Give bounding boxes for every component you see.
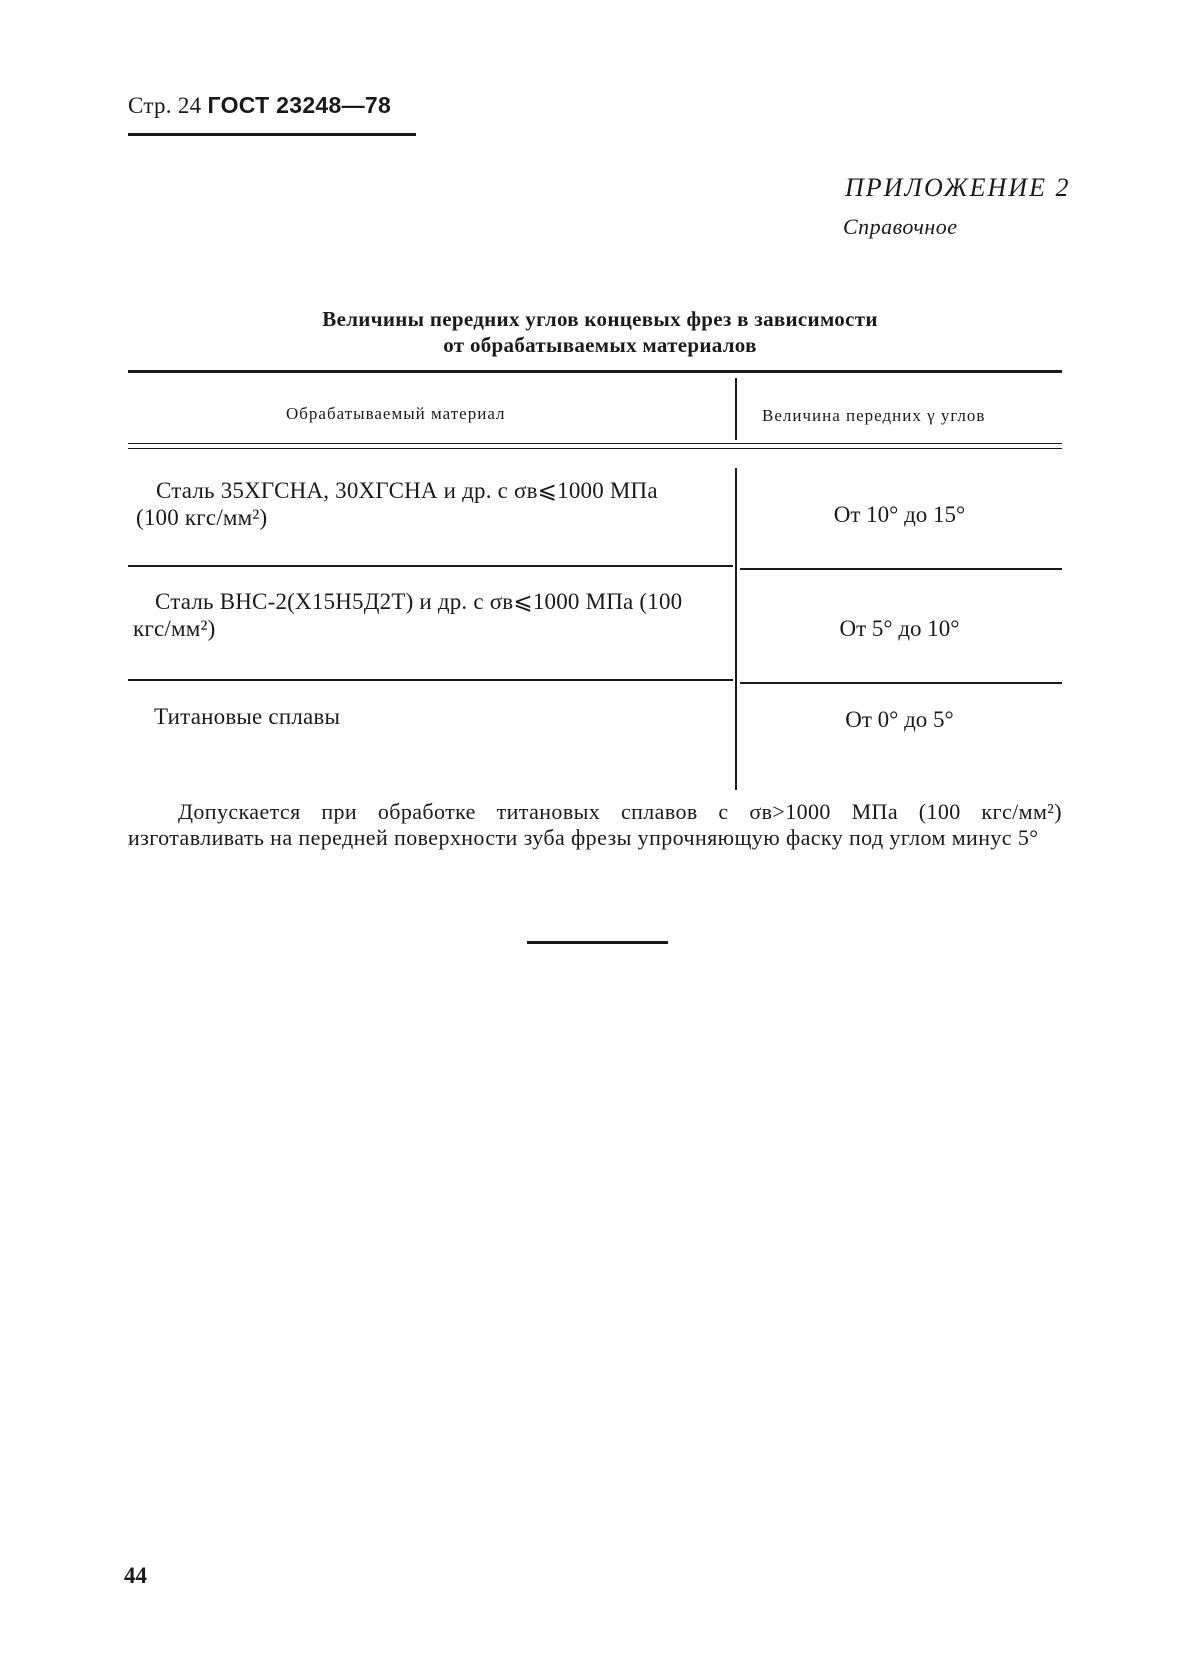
row-2-rule-left bbox=[128, 679, 733, 681]
table-title-line-1: Величины передних углов концевых фрез в зависимости bbox=[322, 307, 878, 331]
column-divider-header bbox=[735, 378, 737, 440]
header-bottom-rule-2 bbox=[128, 448, 1062, 449]
page-label: Стр. 24 bbox=[128, 93, 202, 118]
table-row-3-material: Титановые сплавы bbox=[154, 704, 341, 729]
table-row-1-material: Сталь 35ХГСНА, 30ХГСНА и др. с σв⩽1000 МПа (100 кгс/мм²) bbox=[136, 478, 658, 530]
page-number: 44 bbox=[124, 1563, 147, 1588]
table-row-2-angle: От 5° до 10° bbox=[839, 616, 960, 641]
table-row-2-material: Сталь ВНС-2(Х15Н5Д2Т) и др. с σв⩽1000 МПа (100 кгс/мм²) bbox=[133, 589, 683, 641]
angles-table bbox=[128, 370, 1062, 792]
appendix-subtitle: Справочное bbox=[843, 214, 958, 239]
row-1-rule-left bbox=[128, 565, 733, 567]
column-header-angle: Величина передних γ углов bbox=[762, 406, 986, 425]
end-rule bbox=[527, 941, 668, 944]
table-title bbox=[200, 306, 1000, 358]
row-1-rule-right bbox=[740, 568, 1062, 570]
table-top-rule bbox=[128, 370, 1062, 373]
standard-number: ГОСТ 23248—78 bbox=[207, 92, 392, 118]
table-row-1-angle: От 10° до 15° bbox=[833, 502, 966, 527]
table-row-3-angle: От 0° до 5° bbox=[845, 707, 954, 732]
table-title-line-2: от обрабатываемых материалов bbox=[443, 333, 757, 357]
row-2-rule-right bbox=[740, 682, 1062, 684]
header-bottom-rule bbox=[128, 443, 1062, 444]
appendix-title: ПРИЛОЖЕНИЕ 2 bbox=[845, 173, 1071, 202]
page-header bbox=[128, 92, 391, 119]
header-rule bbox=[128, 133, 416, 136]
note-paragraph: Допускается при обработке титановых сплавов с σв>1000 МПа (100 кгс/мм²) изготавливать на передней поверхности зуба фрезы упрочняющую фаску под углом минус 5° bbox=[128, 799, 1062, 850]
column-header-material: Обрабатываемый материал bbox=[286, 404, 506, 423]
